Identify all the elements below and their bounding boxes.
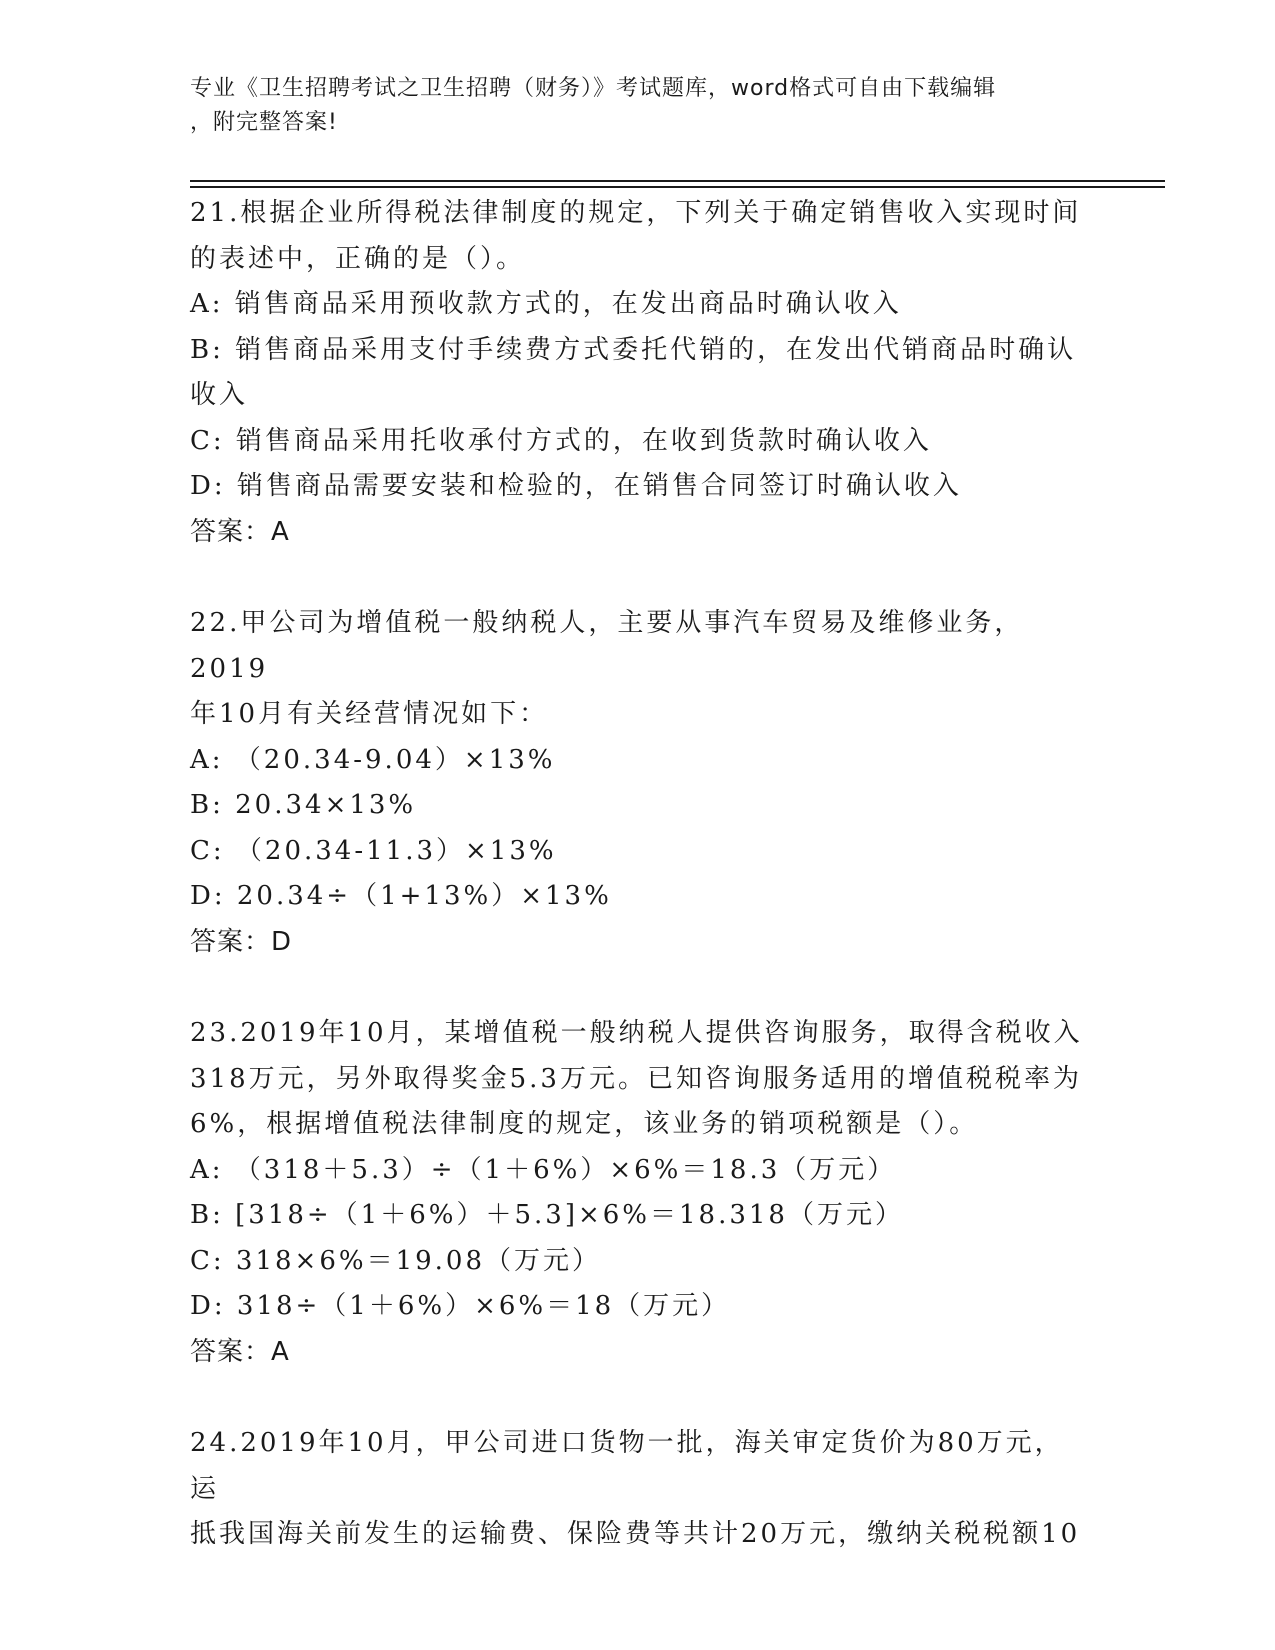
option-a: A: （318＋5.3）÷（1＋6%）×6%＝18.3（万元） [190,1154,897,1185]
question-stem-line: 年10月有关经营情况如下： [190,699,549,729]
header-divider-top [190,180,1165,182]
option-d: D: 20.34÷（1+13%）×13% [190,881,612,911]
option-b: B: 20.34×13% [190,790,417,820]
question-22 [190,601,1090,965]
answer-label: 答案：A [190,1336,290,1367]
option-c: C: 318×6%＝19.08（万元） [190,1245,602,1276]
header-line-1: 专业《卫生招聘考试之卫生招聘（财务）》考试题库，word格式可自由下载编辑 [190,76,997,101]
option-b-continued: 收入 [190,380,249,410]
question-list [190,191,1090,1604]
answer-label: 答案：D [190,926,293,957]
question-24 [190,1421,1090,1558]
question-stem-line: 21.根据企业所得税法律制度的规定，下列关于确定销售收入实现时间 [190,198,1082,228]
option-c: C: （20.34-11.3）×13% [190,835,557,866]
question-stem-line: 318万元，另外取得奖金5.3万元。已知咨询服务适用的增值税税率为 [190,1063,1082,1094]
question-stem-line: 23.2019年10月，某增值税一般纳税人提供咨询服务，取得含税收入 [190,1018,1083,1048]
option-a: A: 销售商品采用预收款方式的，在发出商品时确认收入 [190,289,902,319]
question-stem-line: 的表述中，正确的是（）。 [190,243,526,274]
option-b: B: [318÷（1＋6%）＋5.3]×6%＝18.318（万元） [190,1200,904,1230]
option-d: D: 318÷（1＋6%）×6%＝18（万元） [190,1291,731,1321]
question-23 [190,1011,1090,1375]
option-b: B: 销售商品采用支付手续费方式委托代销的，在发出代销商品时确认 [190,334,1077,365]
question-stem-line: 抵我国海关前发生的运输费、保险费等共计20万元，缴纳关税税额10 [190,1519,1081,1549]
question-21 [190,191,1090,555]
option-d: D: 销售商品需要安装和检验的，在销售合同签订时确认收入 [190,471,962,501]
header-line-2: ，附完整答案! [190,110,338,135]
header-divider-bottom [190,186,1165,188]
answer-label: 答案：A [190,516,290,547]
option-a: A: （20.34-9.04）×13% [190,744,556,775]
question-stem-line: 24.2019年10月，甲公司进口货物一批，海关审定货价为80万元，运 [190,1428,1064,1504]
option-c: C: 销售商品采用托收承付方式的，在收到货款时确认收入 [190,425,932,456]
document-header [190,72,1110,140]
question-stem-line: 22.甲公司为增值税一般纳税人，主要从事汽车贸易及维修业务，2019 [190,608,1024,684]
question-stem-line: 6%，根据增值税法律制度的规定，该业务的销项税额是（）。 [190,1109,979,1139]
